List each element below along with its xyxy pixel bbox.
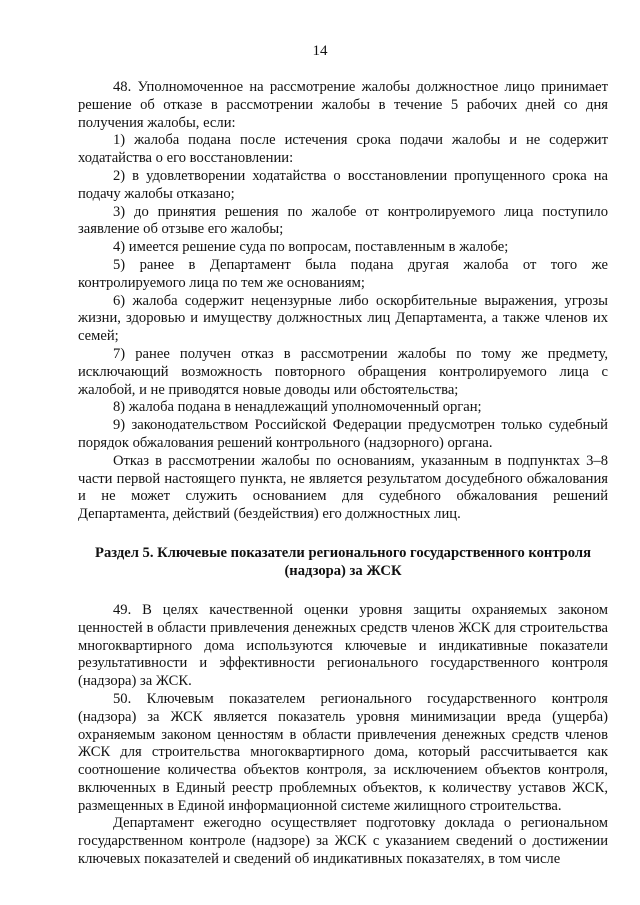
list-item-1: 1) жалоба подана после истечения срока подачи жалобы и не содержит ходатайства о его восстановлении:: [78, 132, 608, 167]
list-item-7: 7) ранее получен отказ в рассмотрении жалобы по тому же предмету, исключающий возможность повторного обращения контролируемого лица с жалобой, и не приводятся новые доводы или обстоятельства;: [78, 345, 608, 398]
list-item-4: 4) имеется решение суда по вопросам, поставленным в жалобе;: [113, 239, 509, 256]
list-item-6: 6) жалоба содержит нецензурные либо оскорбительные выражения, угрозы жизни, здоровью и имуществу должностных лиц Департамента, а также членов их семей;: [78, 292, 608, 345]
paragraph-report: Департамент ежегодно осуществляет подготовку доклада о региональном государственном контроле (надзоре) за ЖСК с указанием сведений о достижении ключевых показателей и сведений об индикативных показателях, в том числе: [78, 815, 608, 868]
paragraph-50: 50. Ключевым показателем регионального государственного контроля (надзора) за ЖСК является показатель уровня минимизации вреда (ущерба) охраняемым законом ценностям в области привлечения денежных средств членов ЖСК для строительства многоквартирного дома, который рассчитывается как соотношение количества объектов контроля, за исключением объектов контроля, включенных в Единый реестр проблемных объектов, к количеству уставов ЖСК, размещенных в Единой информационной системе жилищного строительства.: [78, 690, 608, 814]
list-item-8: 8) жалоба подана в ненадлежащий уполномоченный орган;: [113, 399, 482, 416]
document-body: [78, 79, 608, 869]
list-item-2: 2) в удовлетворении ходатайства о восстановлении пропущенного срока на подачу жалобы отказано;: [78, 167, 608, 202]
paragraph-49: 49. В целях качественной оценки уровня защиты охраняемых законом ценностей в области привлечения денежных средств членов ЖСК для строительства многоквартирного дома используются ключевые и индикативные показатели результативности и эффективности регионального государственного контроля (надзора) за ЖСК.: [78, 601, 608, 690]
paragraph-48: 48. Уполномоченное на рассмотрение жалобы должностное лицо принимает решение об отказе в рассмотрении жалобы в течение 5 рабочих дней со дня получения жалобы, если:: [78, 79, 608, 131]
list-item-5: 5) ранее в Департамент была подана другая жалоба от того же контролируемого лица по тем же основаниям;: [78, 256, 608, 291]
page-number: 14: [312, 43, 328, 59]
section-heading: Раздел 5. Ключевые показатели регионального государственного контроля (надзора) за ЖСК: [95, 544, 591, 579]
paragraph-refusal: Отказ в рассмотрении жалобы по основаниям, указанным в подпунктах 3–8 части первой настоящего пункта, не является результатом досудебного обжалования и не может служить основанием для судебного обжалования решений Департамента, действий (бездействия) его должностных лиц.: [78, 452, 608, 523]
list-item-9: 9) законодательством Российской Федерации предусмотрен только судебный порядок обжалования решений контрольного (надзорного) органа.: [78, 417, 608, 451]
list-item-3: 3) до принятия решения по жалобе от контролируемого лица поступило заявление об отзыве его жалобы;: [78, 203, 608, 238]
